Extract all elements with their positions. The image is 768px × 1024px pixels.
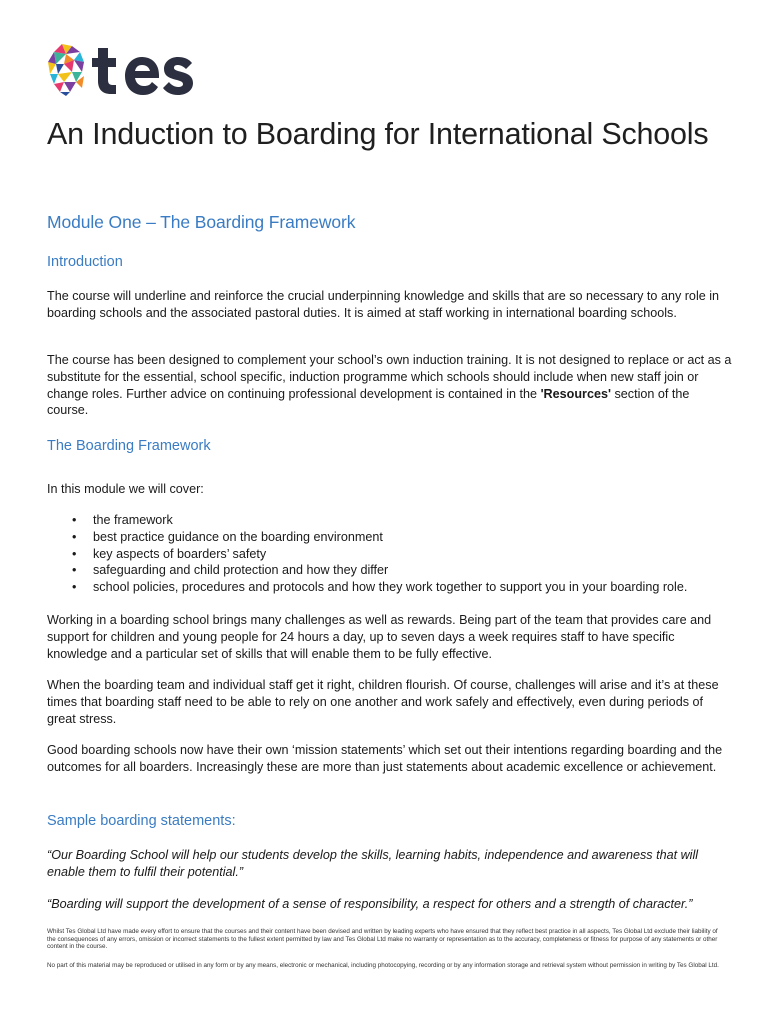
cover-intro: In this module we will cover: xyxy=(47,482,204,496)
cover-list xyxy=(47,512,737,596)
bullet-icon: • xyxy=(72,529,77,544)
introduction-heading: Introduction xyxy=(47,254,123,270)
list-item xyxy=(47,546,737,563)
intro-paragraph-2-end: section of the course. xyxy=(47,386,690,418)
list-item-text: best practice guidance on the boarding environment xyxy=(93,529,383,544)
intro-paragraph-2-text: The course has been designed to complement your school’s own induction training. It is not designed to replace or act as a substitute for the essential, school specific, induction programme which schools should include when new staff join or change roles. Further advice on continuing professional development is contained in the xyxy=(47,353,732,401)
list-item-text: school policies, procedures and protocols and how they work together to support you in your boarding role. xyxy=(93,580,688,595)
list-item xyxy=(47,512,737,529)
bullet-icon: • xyxy=(72,563,77,578)
disclaimer-copyright: No part of this material may be reproduced or utilised in any form or by any means, electronic or mechanical, including photocopying, recording or by any information storage and retrieval system without permission in writing by Tes Global Ltd. xyxy=(47,962,719,969)
tes-logo-mark xyxy=(46,42,206,98)
intro-paragraph-2 xyxy=(47,352,732,419)
list-item-text: key aspects of boarders’ safety xyxy=(93,546,267,561)
disclaimer-liability: Whilst Tes Global Ltd have made every effort to ensure that the courses and their content have been devised and written by leading experts who have ensured that they reflect best practice in all aspects, Tes Global Ltd exclude their liability of the consequences of any errors, omission or incorrect statements to the fullest extent permitted by law and Tes Global Ltd make no warranty or representation as to the accuracy, completeness or fitness for purpose of any statements or other content in the course. xyxy=(47,928,718,951)
resources-reference: 'Resources' xyxy=(540,386,611,401)
list-item xyxy=(47,579,737,596)
tes-logo xyxy=(46,42,206,98)
document-title: An Induction to Boarding for International Schools xyxy=(47,117,709,151)
intro-paragraph-1: The course will underline and reinforce the crucial underpinning knowledge and skills that are so necessary to any role in boarding schools and the associated pastoral duties. It is aimed at staff working in international boarding schools. xyxy=(47,289,720,320)
list-item xyxy=(47,562,737,579)
logo-wordmark xyxy=(92,48,193,95)
logo-mosaic-icon xyxy=(48,44,84,96)
module-heading: Module One – The Boarding Framework xyxy=(47,212,356,232)
quote-2: “Boarding will support the development of a sense of responsibility, a respect for others and a strength of character.” xyxy=(47,897,693,911)
paragraph-working: Working in a boarding school brings many challenges as well as rewards. Being part of the team that provides care and support for children and young people for 24 hours a day, up to seven days a week requires staff to have specific knowledge and a particular set of skills that will enable them to be fully effective. xyxy=(47,613,712,661)
bullet-icon: • xyxy=(72,580,77,595)
paragraph-mission: Good boarding schools now have their own ‘mission statements’ which set out their intentions regarding boarding and the outcomes for all boarders. Increasingly these are more than just statements about academic excellence or achievement. xyxy=(47,743,723,774)
list-item-text: the framework xyxy=(93,513,173,527)
quote-1: “Our Boarding School will help our students develop the skills, learning habits, independence and awareness that will enable them to fulfil their potential.” xyxy=(47,848,699,879)
paragraph-team: When the boarding team and individual staff get it right, children flourish. Of course, challenges will arise and it’s at these times that boarding staff need to be able to rely on one another and work safely and effectively, even during periods of great stress. xyxy=(47,678,719,726)
bullet-icon: • xyxy=(72,546,77,561)
list-item xyxy=(47,529,737,546)
bullet-icon: • xyxy=(72,513,77,527)
sample-statements-heading: Sample boarding statements: xyxy=(47,813,236,829)
list-item-text: safeguarding and child protection and how they differ xyxy=(93,563,389,578)
framework-heading: The Boarding Framework xyxy=(47,438,211,454)
